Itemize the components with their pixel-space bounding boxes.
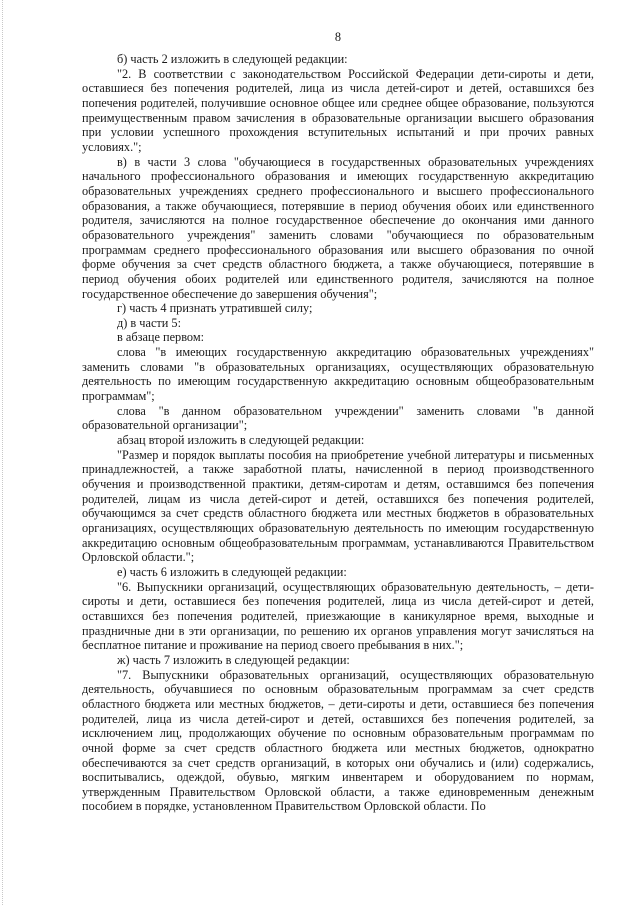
paragraph-amendment-zh: ж) часть 7 изложить в следующей редакции: xyxy=(117,652,350,667)
paragraph-first-abzac: в абзаце первом: xyxy=(117,330,205,345)
paragraph-words-replace-2: слова "в данном образовательном учреждении" заменить словами "в данной образовательной организации"; xyxy=(82,403,594,433)
document-page xyxy=(82,30,594,814)
paragraph-amendment-g: г) часть 4 признать утратившей силу; xyxy=(117,301,313,316)
scan-edge-marks xyxy=(2,0,4,905)
paragraph-amendment-d: д) в части 5: xyxy=(117,315,182,330)
paragraph-part-7-text: "7. Выпускники образовательных организаций, осуществляющих образовательную деятельность, обучавшиеся по основным образовательным программам за счет средств областного бюджета или местных бюджетов, – дети-сироты и дети, оставшиеся без попечения родителей, лица из числа детей-сирот и детей, оставшихся без попечения родителей, за исключением лиц, продолжающих обучение по основным образовательным программам по очной форме за счет средств областного бюджета или местных бюджетов, однократно обеспечиваются за счет средств организаций, в которых они обучались и (или) содержались, воспитывались, одеждой, обувью, мягким инвентарем и оборудованием по нормам, утвержденным Правительством Орловской области, а также единовременным денежным пособием в порядке, установленном Правительством Орловской области. По xyxy=(82,667,594,814)
paragraph-words-replace-1: слова "в имеющих государственную аккредитацию образовательных учреждениях" заменить словами "в образовательных организациях, осуществляющих образовательную деятельность по имеющим государственную аккредитацию основным общеобразовательным программам"; xyxy=(82,345,594,404)
paragraph-part-6-text: "6. Выпускники организаций, осуществляющих образовательную деятельность, – дети-сироты и дети, оставшиеся без попечения родителей, лица из числа детей-сирот и детей, оставшихся без попечения родителей, приезжающие в каникулярное время, выходные и праздничные дни в эти организации, по решению их органов управления могут зачисляться на бесплатное питание и проживание на период своего пребывания в них."; xyxy=(82,579,594,653)
paragraph-allowance-text: "Размер и порядок выплаты пособия на приобретение учебной литературы и письменных принадлежностей, а также заработной платы, начисленной в период производственного обучения и производственной практики, детям-сиротам и детям, оставшимся без попечения родителей, лицам из числа детей-сирот и детей, оставшихся без попечения родителей, обучающимся за счет средств областного бюджета или местных бюджетов в образовательных организациях, осуществляющих образовательную деятельность по имеющим государственную аккредитацию основным общеобразовательным программам, устанавливаются Правительством Орловской области."; xyxy=(82,447,594,565)
paragraph-amendment-e: е) часть 6 изложить в следующей редакции: xyxy=(117,564,347,579)
paragraph-part-2-text: "2. В соответствии с законодательством Российской Федерации дети-сироты и дети, оставшиеся без попечения родителей, лица из числа детей-сирот и детей, оставшихся без попечения родителей, получившие основное общее или среднее общее образование, пользуются преимущественным правом зачисления в образовательные организации высшего образования при условии успешного прохождения вступительных испытаний и при прочих равных условиях."; xyxy=(82,66,594,154)
paragraph-amendment-b: б) часть 2 изложить в следующей редакции: xyxy=(117,52,348,66)
paragraph-second-abzac: абзац второй изложить в следующей редакции: xyxy=(117,433,365,448)
paragraph-amendment-v: в) в части 3 слова "обучающиеся в государственных образовательных учреждениях начального профессионального образования и имеющих государственную аккредитацию образовательных учреждениях среднего профессионального и высшего профессионального образования, а также обучающиеся, потерявшие в период обучения обоих или единственного родителя, зачисляются на полное государственное обеспечение до окончания ими данного образовательного учреждения" заменить словами "обучающиеся по образовательным программам среднего профессионального образования или высшего образования по очной форме обучения за счет средств областного бюджета, а также обучающиеся, потерявшие в период обучения обоих родителей или единственного родителя, зачисляются на полное государственное обеспечение до завершения обучения"; xyxy=(82,154,594,301)
page-number: 8 xyxy=(334,30,342,44)
